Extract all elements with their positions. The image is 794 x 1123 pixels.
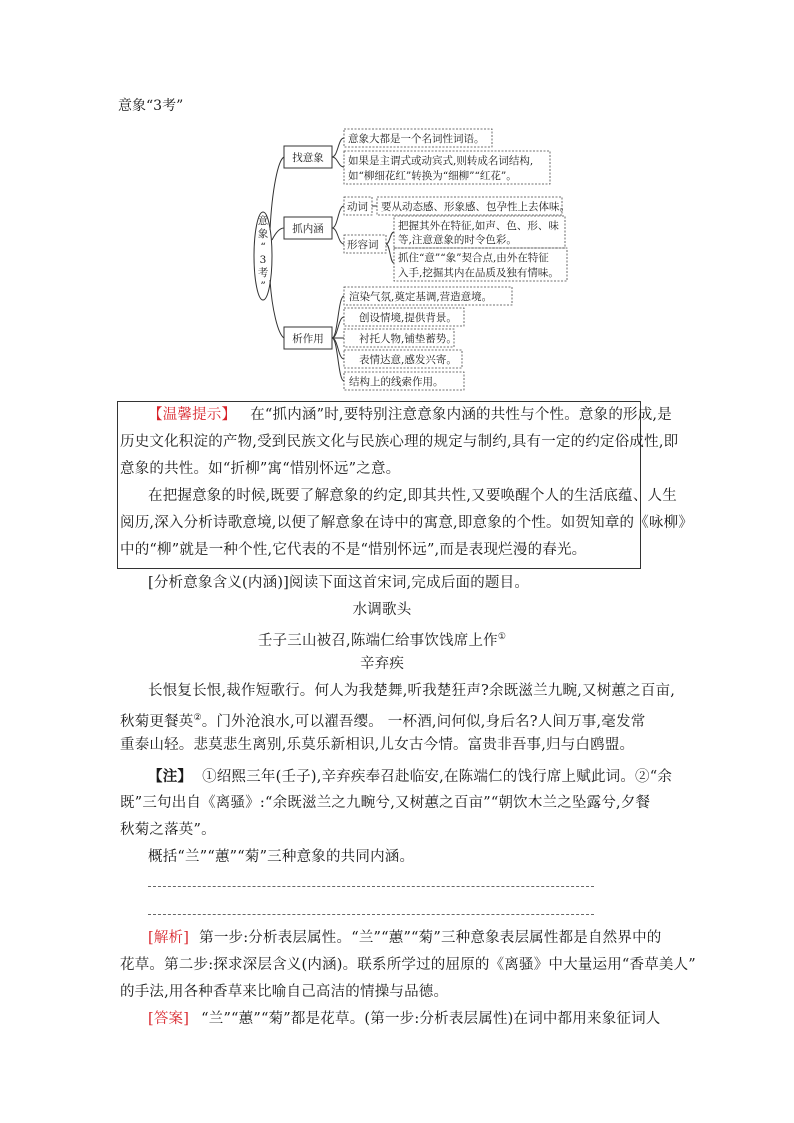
edge-root-find [270,157,284,230]
answer-blank-line[interactable] [148,914,594,915]
root-char: ” [260,280,266,292]
analysis-label: [解析] [148,930,190,946]
tip-line: 在把握意象的时候,既要了解意象的约定,即其共性,又要唤醒个人的生活底蕴、人生 [148,488,677,504]
tip-label: 【温馨提示】 [148,407,237,423]
tip-line: 历史文化积淀的产物,受到民族文化与民族心理的规定与制约,具有一定的约定俗成性,即 [120,434,679,450]
find-item: 如“柳细花红”转换为“细柳”“红花”。 [348,170,517,182]
analyze-item: 创设情境,提供背景。 [359,312,457,324]
analysis-line: 花草。第二步:探求深层含义(内涵)。联系所学过的屈原的《离骚》中大量运用“香草美人” [120,957,696,973]
answer-blank-line[interactable] [148,886,594,887]
analyze-item: 表情达意,感发兴寄。 [359,354,457,366]
tip-line: 意象的共性。如“折柳”寓“惜别怀远”之意。 [120,461,401,477]
node-adj: 形容词 [347,239,379,251]
find-item: 如果是主谓式或动宾式,则转成名词结构, [348,155,534,167]
node-verb: 动词 [347,201,368,213]
exercise-intro: [分析意象含义(内涵)]阅读下面这首宋词,完成后面的题目。 [148,575,530,591]
adj-item: 把握其外在特征,如声、色、形、味 [398,220,559,232]
note-line-1: 【注】 ①绍熙三年(壬子),辛弃疾奉召赴临安,在陈端仁的饯行席上赋此词。②“余 [148,768,673,785]
analyze-item: 结构上的线索作用。 [349,376,444,388]
note-label: 【注】 [148,768,193,785]
root-char: 象 [257,228,269,240]
question: 概括“兰”“蕙”“菊”三种意象的共同内涵。 [148,849,415,865]
root-char: 意 [257,215,269,227]
note-line: 秋菊之落英”。 [120,822,216,838]
root-char: 3 [259,254,267,266]
poem-line: 重泰山轻。悲莫悲生离别,乐莫乐新相识,儿女古今情。富贵非吾事,归与白鸥盟。 [120,737,635,753]
poem-line: 长恨复长恨,裁作短歌行。何人为我楚舞,听我楚狂声?余既滋兰九畹,又树蕙之百亩, [148,683,676,699]
poem-title: 水调歌头 [352,602,412,618]
poem-line: 秋菊更餐英②。门外沧浪水,可以濯吾缨。 一杯酒,问何似,身后名?人间万事,毫发常 [120,713,646,730]
analysis-line: 的手法,用各种香草来比喻自己高洁的情操与品德。 [120,984,449,1000]
verb-item: 要从动态感、形象感、包孕性上去体味。 [381,201,570,213]
edge-root-analyze [270,280,284,338]
root-char: 考 [257,267,269,279]
tip-line: 阅历,深入分析诗歌意境,以便了解意象在诗中的寓意,即意象的个性。如贺知章的《咏柳》 [120,515,694,531]
node-find: 找意象 [292,152,324,164]
edge-root-grasp [272,228,284,240]
poem-author: 辛弃疾 [359,656,405,672]
adj-item: 等,注意意象的时令色彩。 [398,234,517,246]
node-grasp: 抓内涵 [292,223,324,235]
answer-label: [答案] [148,1011,190,1027]
root-label [258,215,269,292]
mind-map-diagram [0,0,794,400]
note-line: 既”三句出自《离骚》:“余既滋兰之九畹兮,又树蕙之百亩”“朝饮木兰之坠露兮,夕餐 [120,795,651,811]
adj-item: 入手,挖掘其内在品质及独有情味。 [398,267,559,279]
root-char: “ [260,241,266,253]
tip-line: 中的“柳”就是一种个性,它代表的不是“惜别怀远”,而是表现烂漫的春光。 [120,542,587,558]
section-heading: 意象“3考” [118,98,184,114]
tip-line-1: 【温馨提示】 在“抓内涵”时,要特别注意意象内涵的共性与个性。意象的形成,是 [148,407,672,423]
analyze-item: 渲染气氛,奠定基调,营造意境。 [349,291,493,303]
analyze-item: 衬托人物,铺垫蓄势。 [359,333,457,345]
node-analyze: 析作用 [292,333,324,345]
find-item: 意象大都是一个名词性词语。 [348,133,485,145]
adj-item: 抓住“意”“象”契合点,由外在特征 [398,252,549,264]
answer-line: [答案] “兰”“蕙”“菊”都是花草。(第一步:分析表层属性)在词中都用来象征词人 [148,1011,661,1027]
poem-subtitle: 壬子三山被召,陈端仁给事饮饯席上作① [257,632,507,649]
analysis-line-1: [解析] 第一步:分析表层属性。“兰”“蕙”“菊”三种意象表层属性都是自然界中的 [148,930,662,946]
